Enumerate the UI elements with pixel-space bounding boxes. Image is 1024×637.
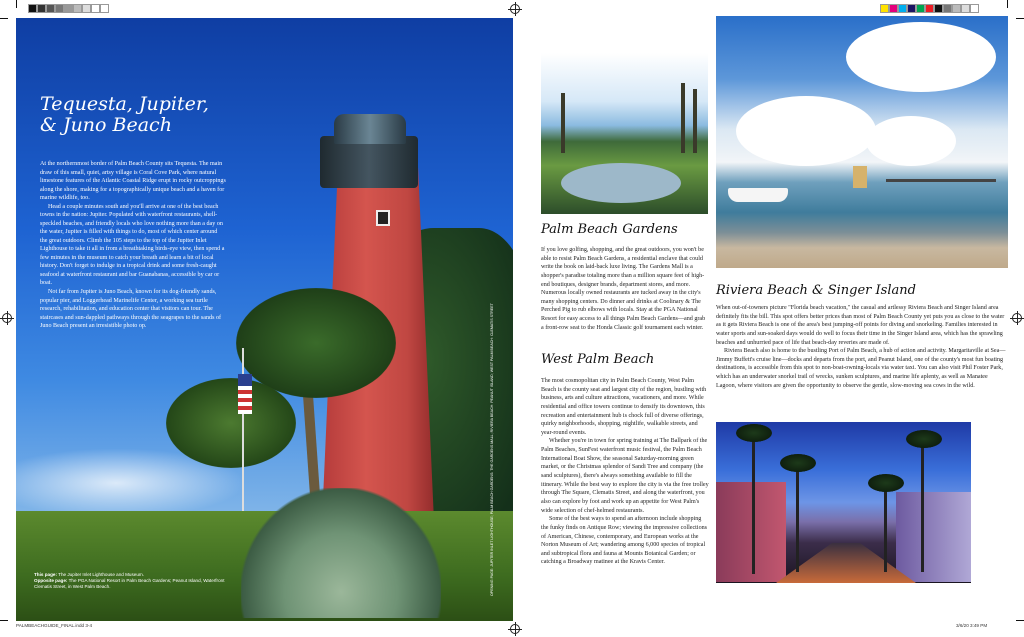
color-swatch xyxy=(55,4,64,13)
color-swatch xyxy=(28,4,37,13)
left-page-body xyxy=(40,160,226,331)
color-swatch xyxy=(100,4,109,13)
cloud xyxy=(866,116,956,166)
color-swatch xyxy=(961,4,970,13)
agave-plant xyxy=(241,488,441,618)
palm-trunk xyxy=(752,434,755,574)
palm-trunk xyxy=(884,482,887,572)
paragraph: Head a couple minutes south and you'll arrive at one of the best beach towns in the nation: Jupiter. Populated with waterfront restaurants, shell-speckled beaches, and friendly locals who love nothing more than a day on the water, Jupiter is filled with things to do, most of which center around the great outdoors. Climb the 105 steps to the top of the Jupiter Inlet Lighthouse to take it all in from a breathtaking birds-eye view, then spend a few minutes in the museum to catch your breath and learn a bit of local history. Don't forget to indulge in a tropical drink and some fresh-caught seafood at waterfront restaurant and bar Guanabanas, accessible by car or boat. xyxy=(40,203,225,287)
section-body-riviera-beach xyxy=(716,304,1009,390)
section-title-riviera-beach: Riviera Beach & Singer Island xyxy=(716,283,916,298)
us-flag-icon xyxy=(238,374,252,414)
crop-mark xyxy=(0,18,8,19)
palm-trunk xyxy=(693,89,697,153)
pond xyxy=(561,163,681,203)
caption-label: Opposite page: xyxy=(34,578,68,584)
color-swatch xyxy=(952,4,961,13)
registration-mark-icon xyxy=(510,4,520,14)
palm-crown xyxy=(780,454,816,472)
cloud xyxy=(846,22,996,92)
color-swatch xyxy=(82,4,91,13)
palm-crown xyxy=(906,430,942,448)
caption-label: This page: xyxy=(34,572,57,577)
boat xyxy=(728,188,788,202)
palm-trunk xyxy=(561,93,565,153)
left-page-title: Tequesta, Jupiter, & Juno Beach xyxy=(40,93,209,136)
beach-photo xyxy=(716,16,1008,268)
paragraph: If you love golfing, shopping, and the great outdoors, you won't be able to resist Palm Beach Gardens, a residential enclave that could write the book on laid-back luxe living. The Gardens Mall is a shopper's paradise totaling more than a million square feet of high-end boutiques, designer brands, department stores, and more. Numerous locally owned restaurants are tucked away in the city's many shopping centers. Do dinner and drinks at Coolinary & The Perched Pig to rub elbows with locals. Stay at the PGA National Resort for easy access to all things Palm Beach Gardens—and grab a front-row seat to the Honda Classic golf tournament each winter. xyxy=(541,247,706,331)
palm-fronds xyxy=(166,378,296,468)
section-body-west-palm-beach xyxy=(541,377,709,567)
paragraph: Not far from Jupiter is Juno Beach, known for its dog-friendly sands, popular pier, and Loggerhead Marinelife Center, a working sea turtle research, rehabilitation, and education center that visitors can tour. The staircases and sun-dappled pathways through the seagrapes to the sands of Juno Beach present an irresistible photo op. xyxy=(40,288,222,330)
crop-mark xyxy=(16,0,17,8)
palm-crown xyxy=(736,424,772,442)
file-slug: PALMBEACHGUIDE_FINAL.indd 3-4 xyxy=(16,623,92,628)
paragraph: Riviera Beach also is home to the bustling Port of Palm Beach, a hub of action and activity. Margaritaville at Sea—Jimmy Buffett's cruise line—docks and departs from the port, and Peanut Island, one of the county's most fun boating destinations, is accessible from this spot to non-boat-owning-locals via water taxi. You can also visit Phil Foster Park, which has an underwater snorkel trail of wrecks, sunken sculptures, and marine life aplenty, as well as Manatee Lagoon, where visitors are given the opportunity to observe the gentle, slow-moving sea cows in the wild. xyxy=(716,348,1006,389)
photo-credit-text: OPENING PAGE: JUPITER INLET LIGHTHOUSE; PALM BEACH GARDENS: THE GARDENS MALL; RIVIERA BEACH: PEANUT ISLAND; WEST PALM BEACH: CLEMATIS STREET xyxy=(490,303,494,596)
print-timestamp: 3/6/20 3:49 PM xyxy=(956,623,988,628)
caption-text: The PGA National Resort in Palm Beach Gardens; Peanut Island, Waterfront Clematis Street, in West Palm Beach. xyxy=(34,578,225,590)
storefront xyxy=(716,482,786,582)
paragraph: The most cosmopolitan city in Palm Beach County, West Palm Beach is the county seat and largest city of the region, bustling with business, arts and culture attractions, vacationers, and more. While residential and office towers continue to densify its downtown, this recreation and entertainment hub is chock full of diverse offerings, quirky neighborhoods, shopping, nightlife, walkable streets, and year-round events. xyxy=(541,378,707,436)
color-bar-right xyxy=(880,4,979,13)
color-swatch xyxy=(37,4,46,13)
photo-caption xyxy=(34,572,234,591)
registration-mark-icon xyxy=(510,624,520,634)
registration-mark-icon xyxy=(2,313,12,323)
color-swatch xyxy=(970,4,979,13)
crop-mark xyxy=(1007,0,1008,8)
crop-mark xyxy=(1016,18,1024,19)
palm-fronds xyxy=(236,288,396,398)
color-swatch xyxy=(934,4,943,13)
registration-mark-icon xyxy=(1012,313,1022,323)
photo-credit xyxy=(486,303,494,600)
section-title-palm-beach-gardens: Palm Beach Gardens xyxy=(541,222,678,237)
paragraph: Whether you're in town for spring training at The Ballpark of the Palm Beaches, SunFest waterfront music festival, the Palm Beach International Boat Show, the seasonal Saturday-morning green market, or the Christmas splendor of Sandi Tree and company (the sand sculptures), there's always something available to fill the itinerary. While the best way to explore the city is via the free trolley through The Square, Clematis Street, and along the waterfront, you also can explore by foot and work up an appetite for West Palm's wide selection of chef-helmed restaurants. xyxy=(541,438,709,514)
palm-crown xyxy=(868,474,904,492)
lighthouse-lantern xyxy=(334,114,406,144)
paragraph: When out-of-towners picture "Florida beach vacation," the casual and artlessy Riviera Beach and Singer Island area definitely fits the bill. This spot offers better prices than most of Palm Beach County yet puts you as close to the water as it gets Riviera Beach is one of the area's best jumping-off points for diving and snorkeling. Families interested in water sports and sun-soaked days would do well to focus their time in the Singer Island area, which has the sprawling beaches and unhurried pace of life that beach-day reveries are made of. xyxy=(716,305,1005,346)
color-swatch xyxy=(925,4,934,13)
palm-trunk xyxy=(921,442,924,572)
cloud xyxy=(736,96,876,166)
palm-trunk xyxy=(681,83,685,153)
color-swatch xyxy=(73,4,82,13)
lighthouse-window xyxy=(376,210,390,226)
crop-mark xyxy=(0,620,8,621)
section-body-palm-beach-gardens xyxy=(541,246,709,332)
color-swatch xyxy=(943,4,952,13)
color-swatch xyxy=(916,4,925,13)
paragraph: Some of the best ways to spend an afternoon include shopping the funky finds on Antique Row; viewing the impressive collections of American, Chinese, contemporary, and European works at the Norton Museum of Art; wandering among 6,000 species of tropical and subtropical flora and fauna at Mounts Botanical Garden; or catching a Broadway matinee at the Kravis Center. xyxy=(541,516,708,566)
color-swatch xyxy=(46,4,55,13)
color-swatch xyxy=(91,4,100,13)
street-photo xyxy=(716,422,971,583)
crop-mark xyxy=(1016,620,1024,621)
caption-text: The Jupiter Inlet Lighthouse and Museum. xyxy=(56,572,144,577)
gardens-photo xyxy=(541,53,708,214)
color-swatch xyxy=(898,4,907,13)
paragraph: At the northernmost border of Palm Beach County sits Tequesta. The main draw of this small, quiet, artsy village is Coral Cove Park, where natural limestone features of the Atlantic Coastal Ridge erupt in rocky outcroppings along the shore, making for a topographically unique beach and a haven for marine wildlife, too. xyxy=(40,161,226,202)
building xyxy=(853,166,867,188)
color-bar-left xyxy=(28,4,109,13)
bridge xyxy=(886,179,996,182)
palm-trunk xyxy=(796,462,799,572)
color-swatch xyxy=(64,4,73,13)
section-title-west-palm-beach: West Palm Beach xyxy=(541,352,655,367)
color-swatch xyxy=(889,4,898,13)
storefront xyxy=(896,492,971,582)
color-swatch xyxy=(907,4,916,13)
color-swatch xyxy=(880,4,889,13)
